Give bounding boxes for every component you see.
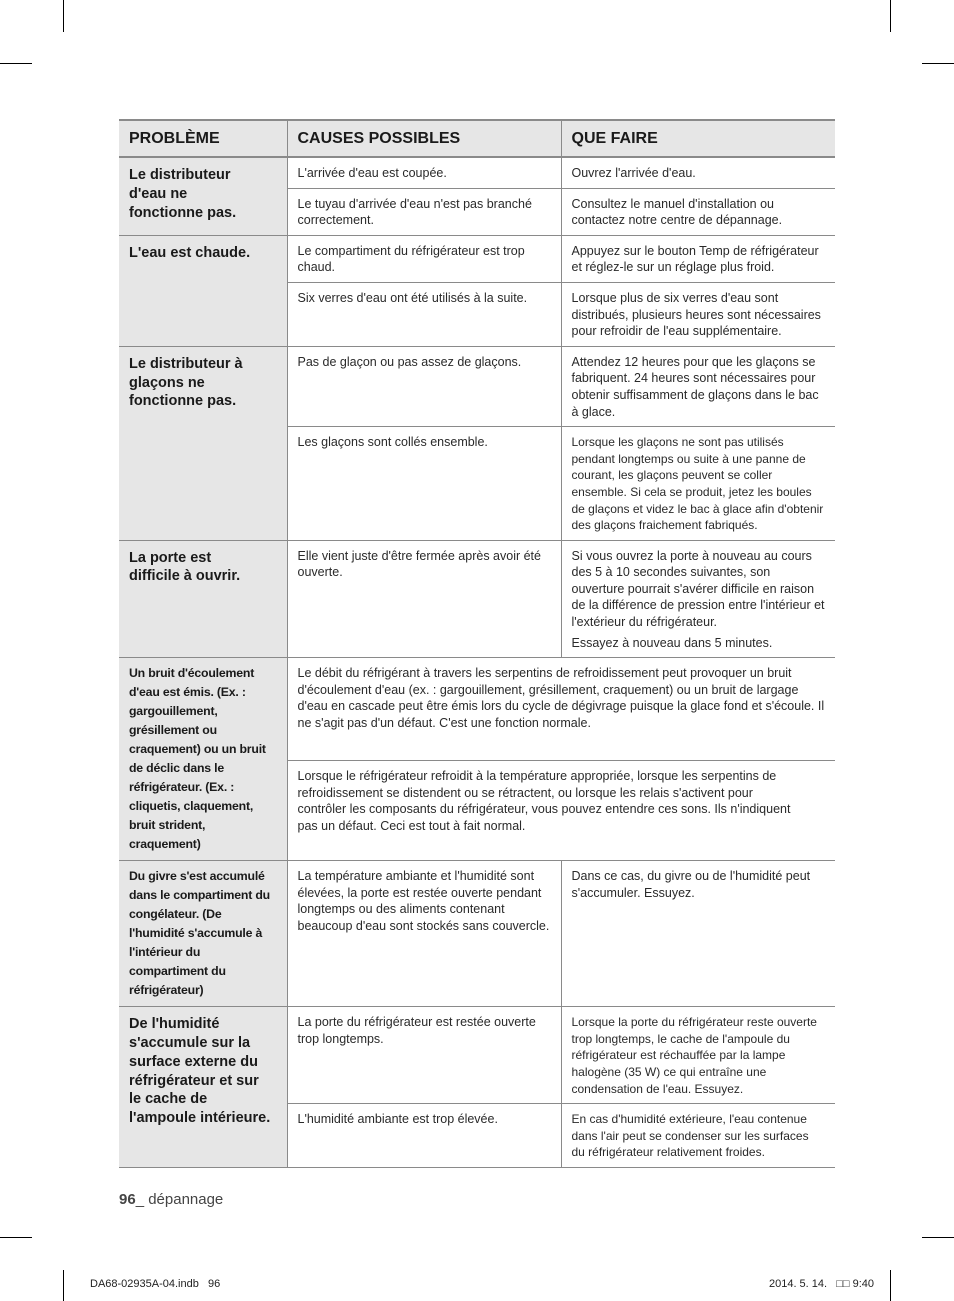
solution-note: Essayez à nouveau dans 5 minutes. <box>571 635 773 650</box>
problem-cell: Le distributeur d'eau ne fonctionne pas. <box>119 157 287 235</box>
section-name: _ dépannage <box>135 1191 224 1208</box>
problem-cell: Du givre s'est accumulé dans le compartiment du congélateur. (De l'humidité s'accumule à l'intérieur du compartiment du réfrigérateur) <box>119 861 287 1007</box>
problem-cell: L'eau est chaude. <box>119 235 287 346</box>
merged-cell: Lorsque le réfrigérateur refroidit à la température appropriée, lorsque les serpentins de refroidissement se distendent ou se rétractent, ou lorsque les relais s'activent pour contrôler les composants du réfrigérateur, vous pouvez entendre ces sons. Ils n'indiquent pas un défaut. Ceci est tout à fait normal. <box>287 761 835 861</box>
print-file-label: DA68-02935A-04.indb 96 <box>90 1278 221 1290</box>
crop-mark <box>890 0 891 32</box>
cause-cell: Le tuyau d'arrivée d'eau n'est pas branché correctement. <box>287 188 561 235</box>
solution-cell: Attendez 12 heures pour que les glaçons se fabriquent. 24 heures sont nécessaires pour obtenir suffisamment de glaçons dans le bac à glace. <box>561 346 835 426</box>
cause-cell: Le compartiment du réfrigérateur est trop chaud. <box>287 235 561 282</box>
table-row <box>119 658 835 761</box>
crop-mark <box>63 1270 64 1301</box>
crop-mark <box>63 0 64 32</box>
table-header-row <box>119 120 835 157</box>
problem-cell: La porte est difficile à ouvrir. <box>119 540 287 658</box>
solution-cell: Lorsque la porte du réfrigérateur reste ouverte trop longtemps, le cache de l'ampoule du réfrigérateur est réchauffée par la lampe halogène (35 W) ce qui entraîne une condensation de l'eau. Essuyez. <box>561 1007 835 1104</box>
header-problem: PROBLÈME <box>119 120 287 157</box>
solution-cell: Ouvrez l'arrivée d'eau. <box>561 157 835 188</box>
cause-cell: Les glaçons sont collés ensemble. <box>287 427 561 541</box>
cause-cell: Pas de glaçon ou pas assez de glaçons. <box>287 346 561 426</box>
troubleshooting-table <box>119 119 835 1168</box>
solution-cell: En cas d'humidité extérieure, l'eau contenue dans l'air peut se condenser sur les surfaces du réfrigérateur relativement froides. <box>561 1104 835 1168</box>
cause-cell: La porte du réfrigérateur est restée ouverte trop longtemps. <box>287 1007 561 1104</box>
crop-mark <box>922 1237 954 1238</box>
table-row <box>119 540 835 658</box>
cause-cell: L'arrivée d'eau est coupée. <box>287 157 561 188</box>
cause-cell: Six verres d'eau ont été utilisés à la suite. <box>287 282 561 346</box>
solution-text: Si vous ouvrez la porte à nouveau au cours des 5 à 10 secondes suivantes, son ouverture pourrait s'avérer difficile en raison de la différence de pression entre l'intérieur et l'extérieur du réfrigérateur. <box>571 548 825 630</box>
cause-cell: La température ambiante et l'humidité sont élevées, la porte est restée ouverte pendant longtemps ou des aliments contenant beaucoup d'eau sont stockés sans couvercle. <box>287 861 561 1007</box>
crop-mark <box>0 63 32 64</box>
crop-mark <box>922 63 954 64</box>
cause-cell: Elle vient juste d'être fermée après avoir été ouverte. <box>287 540 561 658</box>
problem-cell: De l'humidité s'accumule sur la surface externe du réfrigérateur et sur le cache de l'ampoule intérieure. <box>119 1007 287 1168</box>
problem-cell: Un bruit d'écoulement d'eau est émis. (Ex. : gargouillement, grésillement ou craquement) ou un bruit de déclic dans le réfrigérateur. (Ex. : cliquetis, claquement, bruit strident, craquement) <box>119 658 287 861</box>
merged-cell: Le débit du réfrigérant à travers les serpentins de refroidissement peut provoquer un bruit d'écoulement d'eau (ex. : gargouillement, grésillement, craquement) ou un bruit de largage d'eau en cascade peut être émis lors du cycle de dégivrage puisque la glace fond et s'écoule. Il ne s'agit pas d'un défaut. C'est une fonction normale. <box>287 658 835 761</box>
table-row <box>119 346 835 426</box>
solution-cell: Dans ce cas, du givre ou de l'humidité peut s'accumuler. Essuyez. <box>561 861 835 1007</box>
table-row <box>119 861 835 1007</box>
cause-cell: L'humidité ambiante est trop élevée. <box>287 1104 561 1168</box>
table-row <box>119 235 835 282</box>
solution-cell: Appuyez sur le bouton Temp de réfrigérateur et réglez-le sur un réglage plus froid. <box>561 235 835 282</box>
crop-mark <box>890 1270 891 1301</box>
solution-cell <box>561 540 835 658</box>
table-row <box>119 1007 835 1104</box>
header-causes: CAUSES POSSIBLES <box>287 120 561 157</box>
page-footer <box>119 1191 223 1208</box>
solution-cell: Consultez le manuel d'installation ou contactez notre centre de dépannage. <box>561 188 835 235</box>
page-number: 96 <box>119 1191 136 1208</box>
table-row <box>119 157 835 188</box>
solution-cell: Lorsque plus de six verres d'eau sont distribués, plusieurs heures sont nécessaires pour refroidir de l'eau supplémentaire. <box>561 282 835 346</box>
print-date-label: 2014. 5. 14. □□ 9:40 <box>768 1278 874 1290</box>
header-solution: QUE FAIRE <box>561 120 835 157</box>
solution-cell: Lorsque les glaçons ne sont pas utilisés pendant longtemps ou suite à une panne de courant, les glaçons peuvent se coller ensemble. Si cela se produit, jetez les boules de glaçons et videz le bac à glace afin d'obtenir des glaçons fraichement fabriqués. <box>561 427 835 541</box>
crop-mark <box>0 1237 32 1238</box>
problem-cell: Le distributeur à glaçons ne fonctionne pas. <box>119 346 287 540</box>
